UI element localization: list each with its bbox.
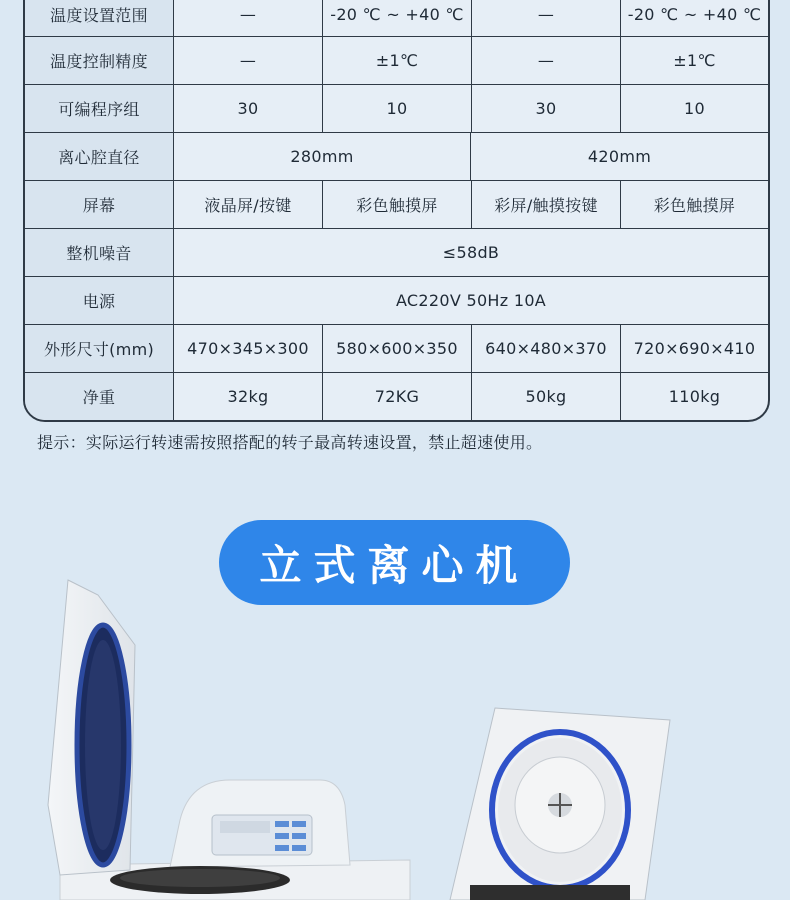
table-cell: —	[471, 37, 620, 84]
table-cell: 30	[173, 85, 322, 132]
table-cell: ±1℃	[322, 37, 471, 84]
table-row-power	[25, 276, 768, 324]
row-label: 温度控制精度	[25, 37, 173, 84]
row-label: 外形尺寸(mm)	[25, 325, 173, 372]
table-row-temp-precision	[25, 36, 768, 84]
row-label: 净重	[25, 373, 173, 420]
section-title-badge: 立式离心机	[219, 520, 570, 605]
table-cell: 420mm	[470, 133, 768, 180]
table-cell: 640×480×370	[471, 325, 620, 372]
table-cell: 32kg	[173, 373, 322, 420]
spec-table	[23, 0, 770, 422]
row-label: 屏幕	[25, 181, 173, 228]
table-cell: 72KG	[322, 373, 471, 420]
row-label: 整机噪音	[25, 229, 173, 276]
table-cell: 10	[620, 85, 768, 132]
table-cell: —	[173, 0, 322, 36]
table-cell: -20 ℃ ~ +40 ℃	[620, 0, 768, 36]
table-row-temp-range	[25, 0, 768, 36]
table-row-noise	[25, 228, 768, 276]
usage-note: 提示：实际运行转速需按照搭配的转子最高转速设置，禁止超速使用。	[37, 433, 543, 452]
table-row-chamber-diameter	[25, 132, 768, 180]
table-cell: 10	[322, 85, 471, 132]
row-label: 可编程序组	[25, 85, 173, 132]
table-row-programs	[25, 84, 768, 132]
table-cell: 580×600×350	[322, 325, 471, 372]
table-cell: 彩色触摸屏	[322, 181, 471, 228]
table-row-weight	[25, 372, 768, 420]
table-cell: —	[471, 0, 620, 36]
table-cell: AC220V 50Hz 10A	[173, 277, 768, 324]
centrifuge-right-image	[440, 700, 680, 900]
row-label: 温度设置范围	[25, 0, 173, 36]
row-label: 离心腔直径	[25, 133, 173, 180]
table-row-dimensions	[25, 324, 768, 372]
table-cell: —	[173, 37, 322, 84]
table-cell: 50kg	[471, 373, 620, 420]
table-cell: -20 ℃ ~ +40 ℃	[322, 0, 471, 36]
table-row-screen	[25, 180, 768, 228]
table-cell: 470×345×300	[173, 325, 322, 372]
table-cell: 彩色触摸屏	[620, 181, 768, 228]
table-cell: 280mm	[173, 133, 470, 180]
table-cell: 720×690×410	[620, 325, 768, 372]
table-cell: 彩屏/触摸按键	[471, 181, 620, 228]
table-cell: ≤58dB	[173, 229, 768, 276]
table-cell: 110kg	[620, 373, 768, 420]
table-cell: 液晶屏/按键	[173, 181, 322, 228]
row-label: 电源	[25, 277, 173, 324]
table-cell: 30	[471, 85, 620, 132]
centrifuge-left-image	[0, 575, 420, 900]
table-cell: ±1℃	[620, 37, 768, 84]
